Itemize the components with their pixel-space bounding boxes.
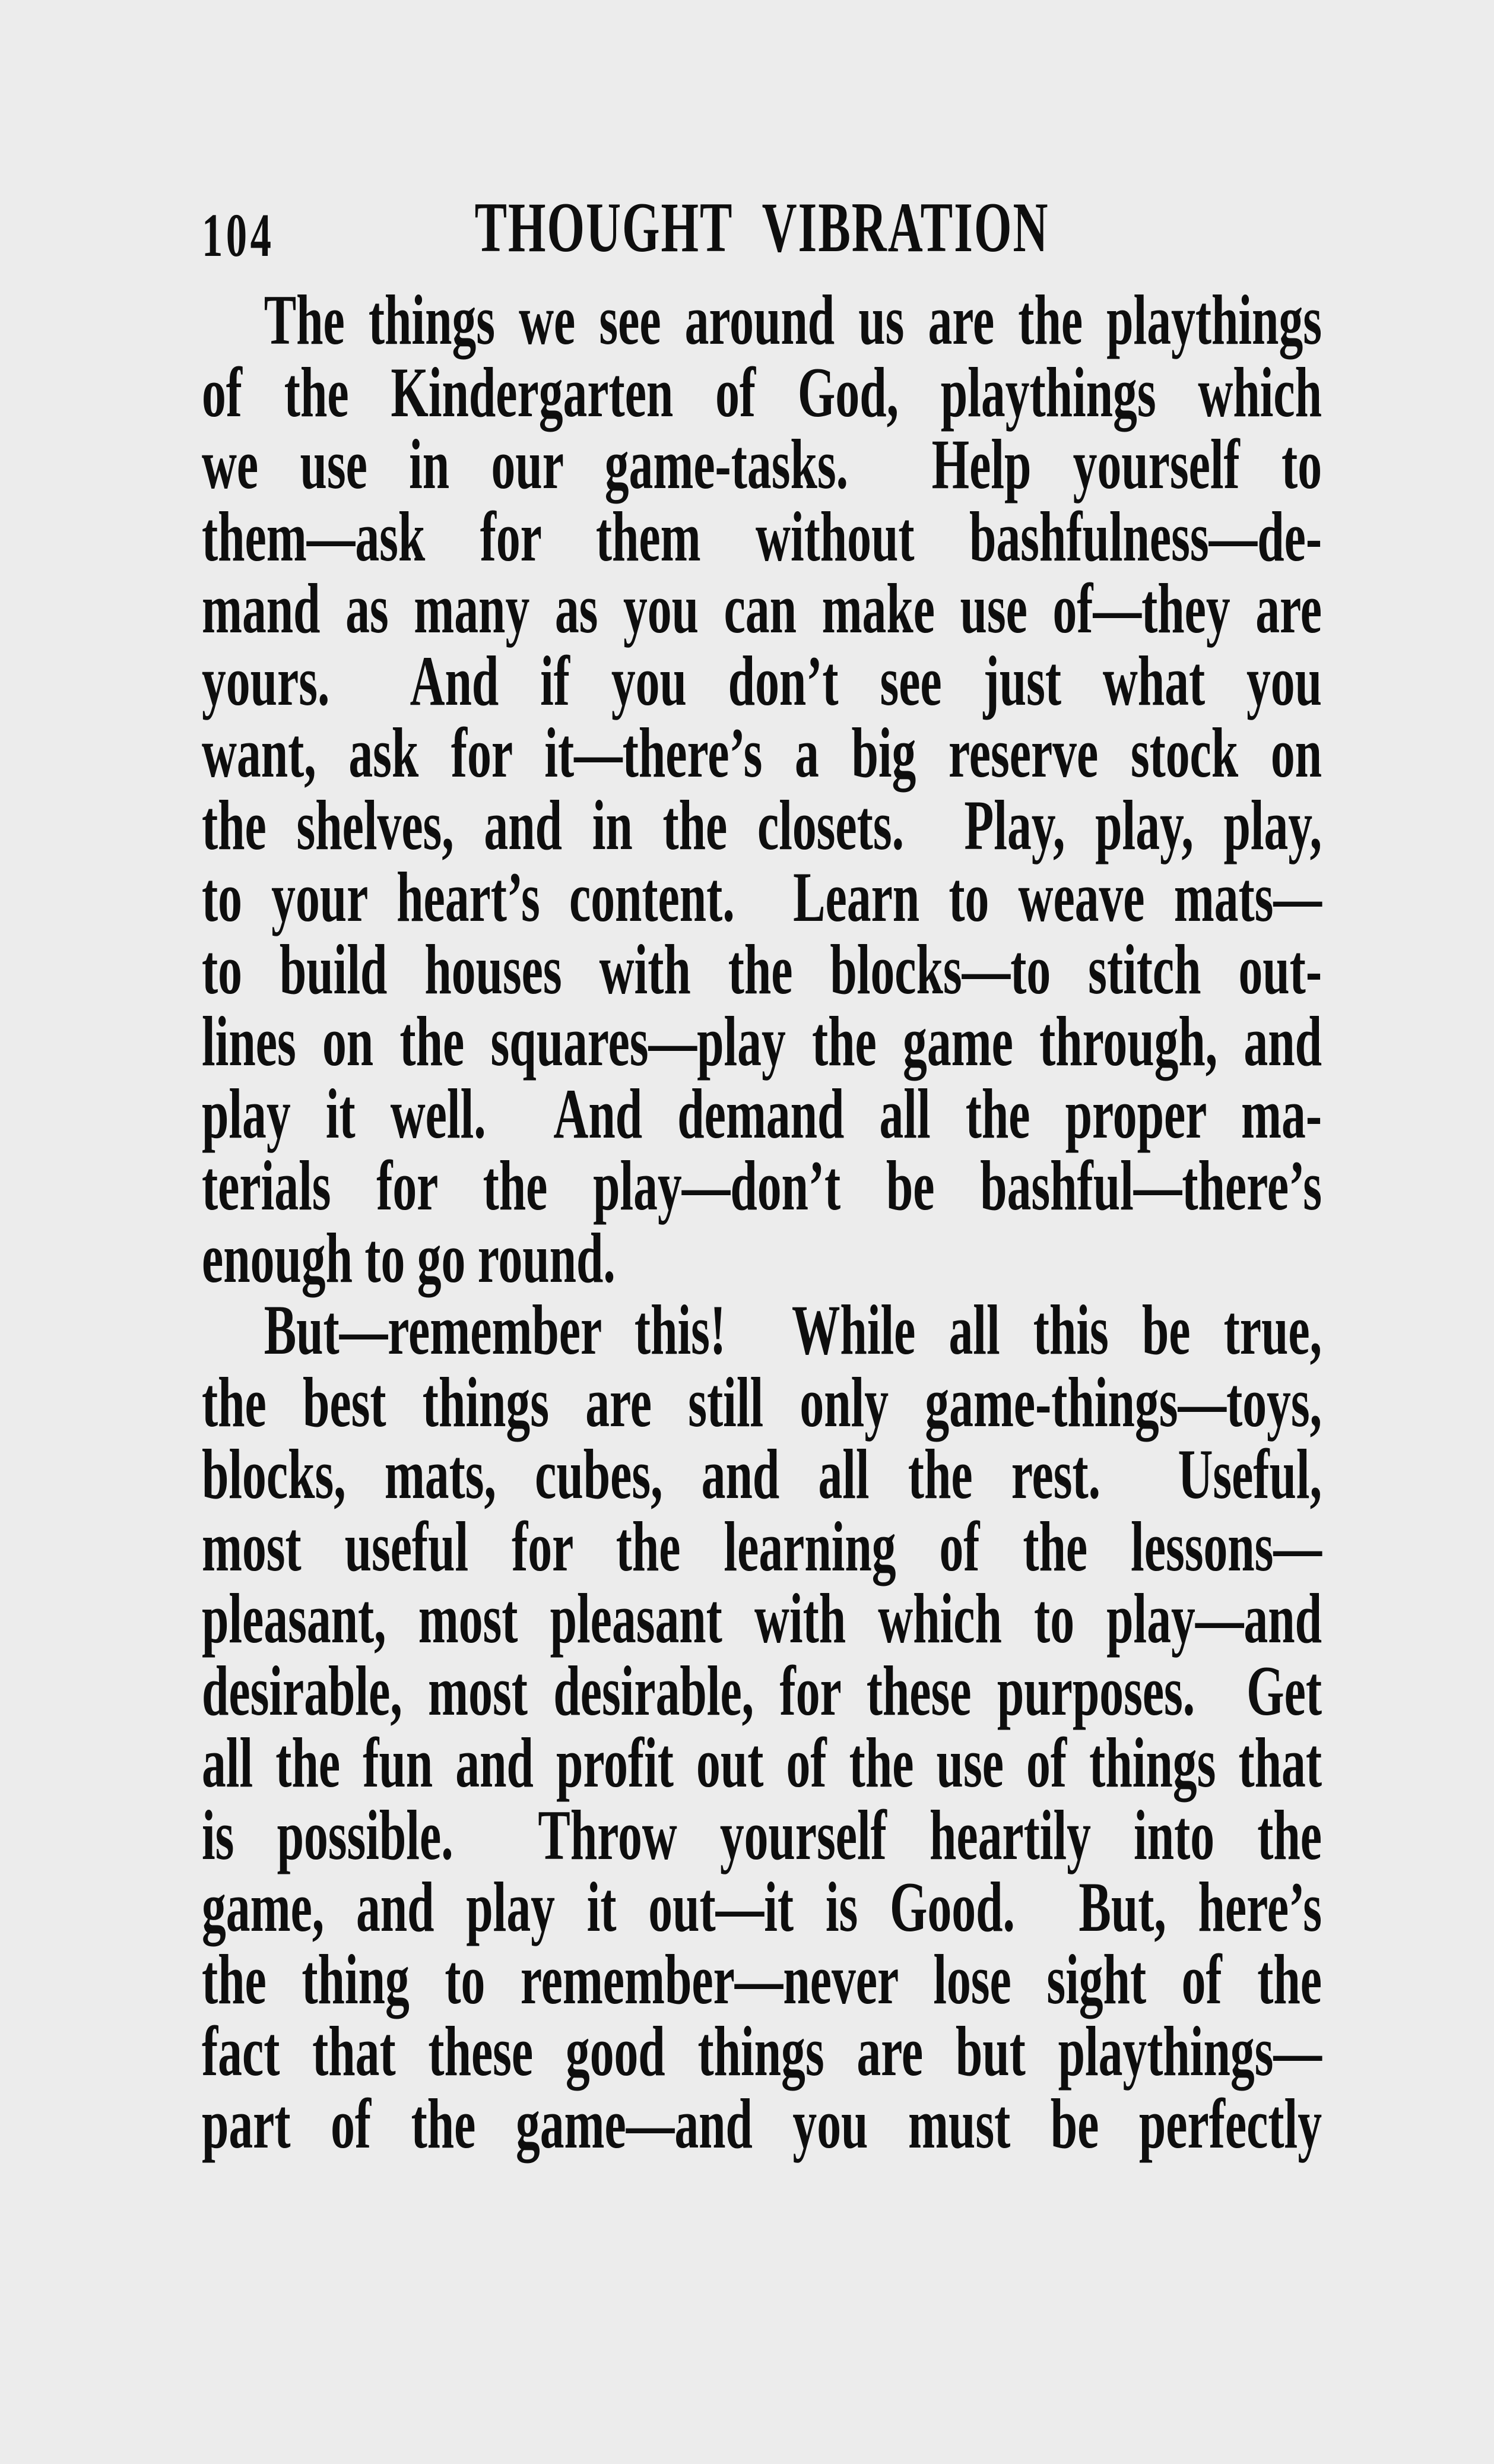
page-number: 104	[202, 201, 275, 270]
text-line: the shelves, and in the closets. Play, play, play,	[202, 785, 1322, 864]
text-line: part of the game—and you must be perfectly	[202, 2083, 1322, 2163]
text-line: yours. And if you don’t see just what you	[202, 641, 1322, 720]
page-body	[202, 280, 1322, 2163]
text-line: game, and play it out—it is Good. But, here’s	[202, 1867, 1322, 1946]
text-line: blocks, mats, cubes, and all the rest. Useful,	[202, 1434, 1322, 1513]
text-line: desirable, most desirable, for these purposes. Get	[202, 1651, 1322, 1730]
text-line: them—ask for them without bashfulness—de-	[202, 496, 1322, 576]
text-line: enough to go round.	[202, 1218, 616, 1297]
text-line: lines on the squares—play the game through, and	[202, 1002, 1322, 1081]
text-line: mand as many as you can make use of—they are	[202, 569, 1322, 648]
text-line: to your heart’s content. Learn to weave mats—	[202, 857, 1322, 936]
running-title: THOUGHT VIBRATION	[474, 188, 1049, 267]
text-line: is possible. Throw yourself heartily into the	[202, 1795, 1322, 1874]
text-line: terials for the play—don’t be bashful—there’s	[202, 1146, 1322, 1225]
page-header	[202, 188, 1322, 270]
text-line: we use in our game-tasks. Help yourself to	[202, 425, 1322, 503]
text-line: But—remember this! While all this be true,	[264, 1290, 1322, 1369]
text-line: all the fun and profit out of the use of things that	[202, 1723, 1322, 1802]
text-line: pleasant, most pleasant with which to play—and	[202, 1579, 1322, 1658]
text-line: the best things are still only game-things—toys,	[202, 1362, 1322, 1442]
text-line: the thing to remember—never lose sight of the	[202, 1939, 1322, 2019]
text-line: of the Kindergarten of God, playthings which	[202, 352, 1322, 432]
paragraph	[202, 280, 1322, 1297]
paragraph	[202, 1290, 1322, 2163]
text-line: The things we see around us are the playthings	[264, 280, 1322, 359]
text-line: most useful for the learning of the lessons—	[202, 1506, 1322, 1586]
text-line: fact that these good things are but playthings—	[202, 2012, 1322, 2091]
text-line: want, ask for it—there’s a big reserve stock on	[202, 713, 1322, 792]
text-line: to build houses with the blocks—to stitch out-	[202, 929, 1322, 1009]
text-line: play it well. And demand all the proper ma-	[202, 1073, 1322, 1153]
